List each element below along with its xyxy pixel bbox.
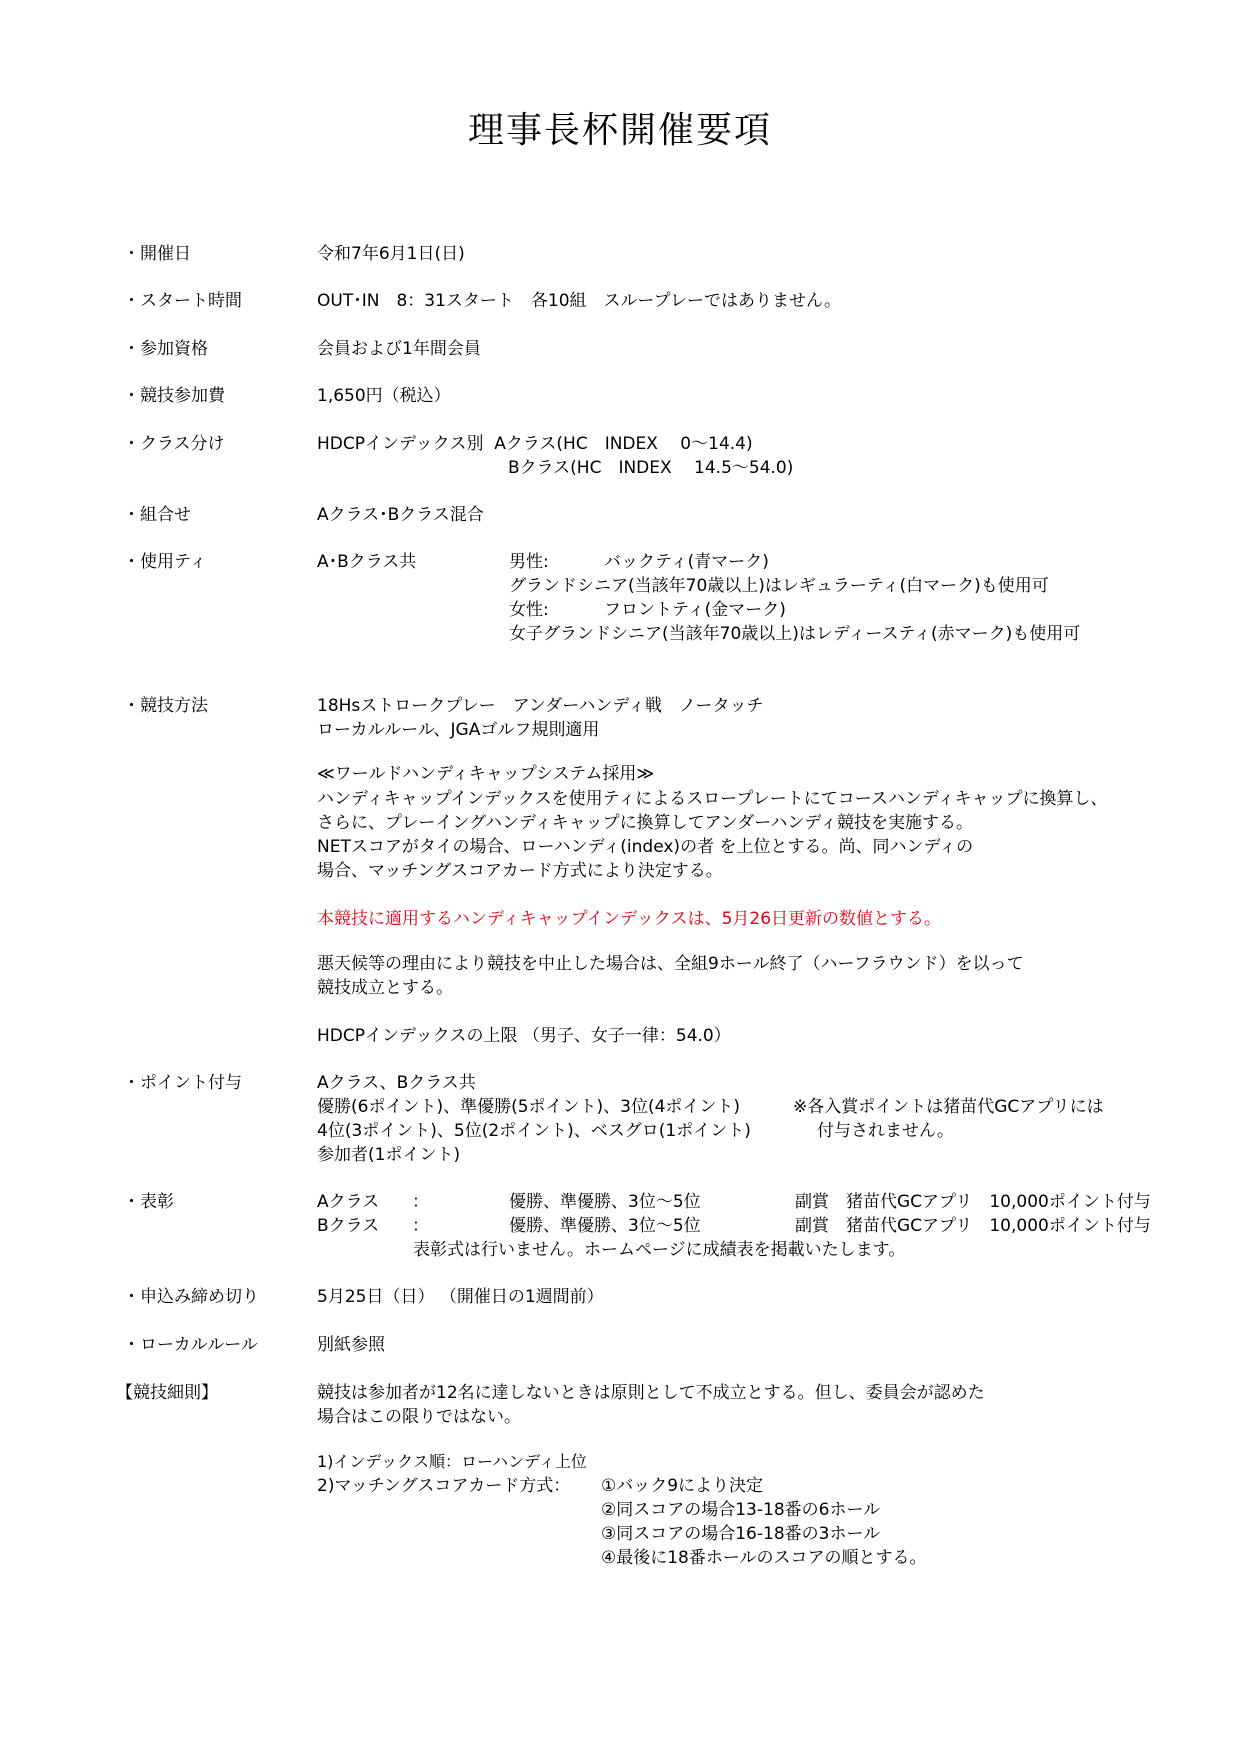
details-rule2-2: ②同スコアの場合13-18番の6ホール <box>601 1500 881 1520</box>
details-line2: 場合はこの限りではない。 <box>317 1407 521 1427</box>
eligibility-value: 会員および1年間会員 <box>317 339 481 359</box>
method-line8: 悪天候等の理由により競技を中止した場合は、全組9ホール終了（ハーフラウンド）を以って <box>317 954 1024 974</box>
points-line4: 参加者(1ポイント) <box>317 1145 461 1165</box>
method-label: ・競技方法 <box>123 696 208 716</box>
awards-b-class: Bクラス <box>317 1216 380 1236</box>
fee-label: ・競技参加費 <box>123 386 225 406</box>
tees-female-value: フロントティ(金マーク) <box>604 600 786 620</box>
eligibility-label: ・参加資格 <box>123 339 208 359</box>
deadline-value: 5月25日（日） （開催日の1週間前） <box>317 1287 604 1307</box>
classes-line1: HDCPインデックス別 Aクラス(HC INDEX 0～14.4) <box>317 434 753 454</box>
deadline-label: ・申込み締め切り <box>123 1287 259 1307</box>
tees-senior-male: グランドシニア(当該年70歳以上)はレギュラーティ(白マーク)も使用可 <box>509 576 1049 596</box>
tees-label: ・使用ティ <box>123 552 207 572</box>
points-line1: Aクラス、Bクラス共 <box>317 1073 476 1093</box>
points-line2: 優勝(6ポイント)、準優勝(5ポイント)、3位(4ポイント) <box>317 1097 741 1117</box>
method-line5: さらに、プレーイングハンディキャップに換算してアンダーハンディ競技を実施する。 <box>317 813 974 833</box>
method-line10: HDCPインデックスの上限 （男子、女子一律：54.0） <box>317 1026 731 1046</box>
awards-b-ranks: 優勝、準優勝、3位～5位 <box>509 1216 701 1236</box>
details-rule2-1: ①バック9により決定 <box>601 1476 764 1496</box>
start-label: ・スタート時間 <box>123 291 242 311</box>
start-value: OUT･IN 8：31スタート 各10組 スループレーではありません。 <box>317 291 842 311</box>
method-line1: 18Hsストロークプレー アンダーハンディ戦 ノータッチ <box>317 696 764 716</box>
points-label: ・ポイント付与 <box>123 1073 242 1093</box>
method-line7: 場合、マッチングスコアカード方式により決定する。 <box>317 861 723 881</box>
pairing-value: Aクラス･Bクラス混合 <box>317 505 484 525</box>
tees-male-value: バックティ(青マーク) <box>604 552 769 572</box>
points-note2: 付与されません。 <box>817 1121 955 1141</box>
local-rules-value: 別紙参照 <box>317 1335 385 1355</box>
method-notice: 本競技に適用するハンディキャップインデックスは、5月26日更新の数値とする。 <box>317 909 942 929</box>
method-line9: 競技成立とする。 <box>317 978 453 998</box>
tees-group: A･Bクラス共 <box>317 552 417 572</box>
points-line3: 4位(3ポイント)、5位(2ポイント)、ベスグロ(1ポイント) <box>317 1121 751 1141</box>
awards-b-colon: ： <box>412 1216 429 1236</box>
awards-a-class: Aクラス <box>317 1192 380 1212</box>
page-title: 理事長杯開催要項 <box>467 110 772 151</box>
local-rules-label: ・ローカルルール <box>123 1335 258 1355</box>
tees-female-label: 女性: <box>509 600 549 620</box>
awards-a-prize: 副賞 猪苗代GCアプリ 10,000ポイント付与 <box>795 1192 1151 1212</box>
classes-label: ・クラス分け <box>123 434 225 454</box>
classes-line2: Bクラス(HC INDEX 14.5～54.0) <box>508 458 794 478</box>
date-value: 令和7年6月1日(日) <box>317 244 465 264</box>
pairing-label: ・組合せ <box>123 505 191 525</box>
method-line6: NETスコアがタイの場合、ローハンディ(index)の者 を上位とする。尚、同ハンディの <box>317 837 974 857</box>
awards-a-colon: ： <box>412 1192 429 1212</box>
details-rule1: 1)インデックス順：ローハンディ上位 <box>317 1452 587 1471</box>
details-label: 【競技細則】 <box>116 1383 218 1403</box>
awards-note: 表彰式は行いません。ホームページに成績表を掲載いたします。 <box>413 1240 906 1260</box>
tees-male-label: 男性: <box>509 552 549 572</box>
method-line2: ローカルルール、JGAゴルフ規則適用 <box>317 720 600 740</box>
awards-b-prize: 副賞 猪苗代GCアプリ 10,000ポイント付与 <box>795 1216 1151 1236</box>
date-label: ・開催日 <box>123 244 191 264</box>
method-line4: ハンディキャップインデックスを使用ティによるスロープレートにてコースハンディキャップに換算し、 <box>317 789 1108 809</box>
details-line1: 競技は参加者が12名に達しないときは原則として不成立とする。但し、委員会が認めた <box>317 1383 985 1403</box>
fee-value: 1,650円（税込） <box>317 386 451 406</box>
points-note1: ※各入賞ポイントは猪苗代GCアプリには <box>793 1097 1104 1117</box>
method-line3: ≪ワールドハンディキャップシステム採用≫ <box>317 764 655 784</box>
awards-label: ・表彰 <box>123 1192 174 1212</box>
details-rule2-4: ④最後に18番ホールのスコアの順とする。 <box>601 1548 927 1568</box>
awards-a-ranks: 優勝、準優勝、3位～5位 <box>509 1192 701 1212</box>
tees-senior-female: 女子グランドシニア(当該年70歳以上)はレディースティ(赤マーク)も使用可 <box>509 624 1081 644</box>
details-rule2-3: ③同スコアの場合16-18番の3ホール <box>601 1524 881 1544</box>
details-rule2-label: 2)マッチングスコアカード方式： <box>317 1476 571 1496</box>
